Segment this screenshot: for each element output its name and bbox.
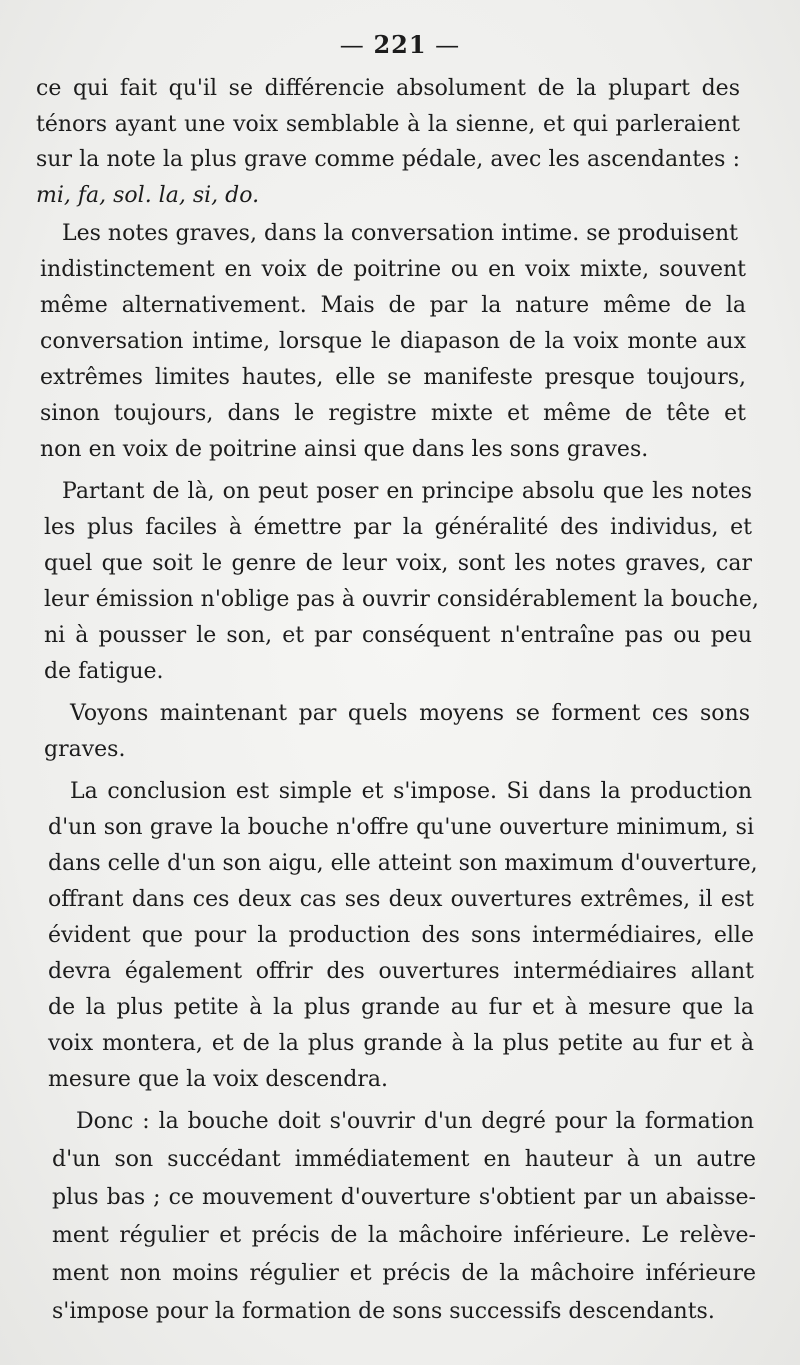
text-line: mi, fa, sol. la, si, do.: [36, 183, 260, 208]
text-line: La conclusion est simple et s'impose. Si dans la production: [70, 779, 752, 804]
text-line: Partant de là, on peut poser en principe absolu que les notes: [62, 479, 752, 504]
text-line: non en voix de poitrine ainsi que dans les sons graves.: [40, 437, 649, 462]
text-line: de fatigue.: [44, 659, 164, 684]
text-line: sinon toujours, dans le registre mixte et même de tête et: [40, 401, 746, 426]
text-line: plus bas ; ce mouvement d'ouverture s'obtient par un abaisse-: [52, 1185, 756, 1210]
text-line: les plus faciles à émettre par la généralité des individus, et: [44, 515, 752, 540]
text-line: même alternativement. Mais de par la nature même de la: [40, 293, 746, 318]
text-line: ce qui fait qu'il se différencie absolument de la plupart des: [36, 76, 740, 101]
text-line: offrant dans ces deux cas ses deux ouvertures extrêmes, il est: [48, 887, 754, 912]
text-line: ment non moins régulier et précis de la mâchoire inférieure: [52, 1261, 756, 1286]
text-line: ni à pousser le son, et par conséquent n'entraîne pas ou peu: [44, 623, 752, 648]
text-line: évident que pour la production des sons intermédiaires, elle: [48, 923, 754, 948]
text-line: Les notes graves, dans la conversation intime. se produisent: [62, 221, 738, 246]
text-line: Donc : la bouche doit s'ouvrir d'un degré pour la formation: [76, 1109, 754, 1134]
text-line: extrêmes limites hautes, elle se manifeste presque toujours,: [40, 365, 746, 390]
text-line: sur la note la plus grave comme pédale, avec les ascendantes :: [36, 147, 740, 172]
page-number-value: 221: [373, 30, 427, 59]
text-line: graves.: [44, 737, 126, 762]
text-line: d'un son grave la bouche n'offre qu'une ouverture minimum, si: [48, 815, 754, 840]
page-number: — 221 —: [339, 30, 461, 59]
text-line: leur émission n'oblige pas à ouvrir considérablement la bouche,: [44, 587, 759, 612]
text-line: Voyons maintenant par quels moyens se forment ces sons: [70, 701, 750, 726]
text-line: devra également offrir des ouvertures intermédiaires allant: [48, 959, 754, 984]
text-line: ténors ayant une voix semblable à la sienne, et qui parleraient: [36, 112, 740, 137]
text-line: indistinctement en voix de poitrine ou en voix mixte, souvent: [40, 257, 746, 282]
text-line: s'impose pour la formation de sons successifs descendants.: [52, 1299, 715, 1324]
text-line: voix montera, et de la plus grande à la plus petite au fur et à: [48, 1031, 754, 1056]
text-line: d'un son succédant immédiatement en hauteur à un autre: [52, 1147, 756, 1172]
text-line: conversation intime, lorsque le diapason de la voix monte aux: [40, 329, 746, 354]
text-line: de la plus petite à la plus grande au fur et à mesure que la: [48, 995, 754, 1020]
text-line: quel que soit le genre de leur voix, sont les notes graves, car: [44, 551, 752, 576]
text-line: ment régulier et précis de la mâchoire inférieure. Le relève-: [52, 1223, 756, 1248]
text-line: dans celle d'un son aigu, elle atteint son maximum d'ouverture,: [48, 851, 758, 876]
text-line: mesure que la voix descendra.: [48, 1067, 389, 1092]
